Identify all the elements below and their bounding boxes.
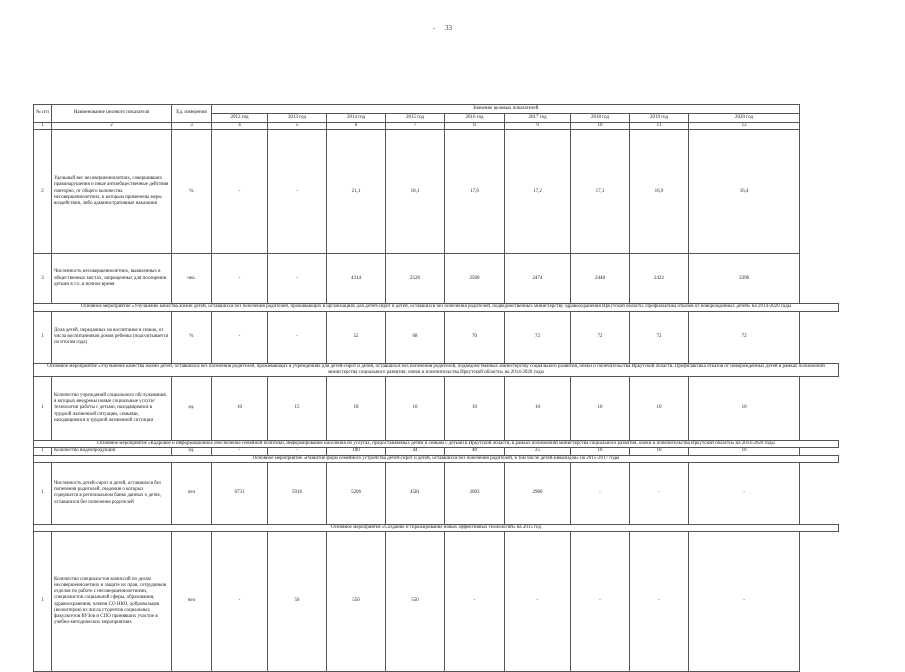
value-cell: 68 xyxy=(386,311,445,363)
value-cell: - xyxy=(212,532,268,672)
value-cell: 17,2 xyxy=(505,130,571,254)
value-cell: 16,4 xyxy=(689,130,800,254)
header-index: 4 xyxy=(212,123,268,130)
section-heading: Основное мероприятие «Развитие форм семейного устройства детей-сирот и детей, оставшихся без попечения родителей, в том числе детей-инвалидов» на 2015-2017 годы xyxy=(34,455,839,462)
value-cell: 18,1 xyxy=(386,130,445,254)
section-heading-row xyxy=(34,441,839,448)
unit-cell: % xyxy=(172,311,212,363)
value-cell: 550 xyxy=(386,532,445,672)
header-group: Значение целевых показателей xyxy=(212,105,800,114)
indicator-name: Количество видеопродукции xyxy=(52,448,172,455)
indicator-row xyxy=(34,462,839,524)
value-cell: - xyxy=(571,462,630,524)
unit-cell: чел xyxy=(172,462,212,524)
value-cell: - xyxy=(630,462,689,524)
value-cell: - xyxy=(212,130,268,254)
value-cell: 10 xyxy=(212,377,268,441)
value-cell: 2448 xyxy=(571,254,630,304)
row-number: 1 xyxy=(34,448,52,455)
value-cell: 5206 xyxy=(327,462,386,524)
header-unit: Ед. измерения xyxy=(172,105,212,123)
value-cell: 10 xyxy=(571,377,630,441)
row-number: 3 xyxy=(34,254,52,304)
indicator-name: Численность несовершеннолетних, выявленных в общественных местах, запрещенных для посещения детьми в т.ч. в ночное время xyxy=(52,254,172,304)
indicator-name: Количество специалистов комиссий по делам несовершеннолетних и защите их прав, сотрудников отделов по работе с несовершеннолетними, специалистов социальной сферы, образования, здравоохранения, членов СО НКО, добровольцев (волонтеров) из числа студентов социальных факультетов ВУЗов и СПО принявших участие в учебно-методических мероприятиях xyxy=(52,532,172,672)
section-heading: Основное мероприятие «Создание и тиражирование новых эффективных технологий» на 2015 год xyxy=(34,524,839,531)
value-cell: - xyxy=(212,311,268,363)
section-heading-row xyxy=(34,455,839,462)
value-cell: 10 xyxy=(630,377,689,441)
value-cell: 2422 xyxy=(630,254,689,304)
section-heading-row xyxy=(34,304,839,311)
header-num: № п/п xyxy=(34,105,52,123)
value-cell: 25 xyxy=(505,448,571,455)
indicator-row xyxy=(34,130,839,254)
value-cell: - xyxy=(630,532,689,672)
value-cell: 5916 xyxy=(268,462,327,524)
value-cell: 10 xyxy=(689,377,800,441)
header-index: 1 xyxy=(34,123,52,130)
header-year: 2017 год xyxy=(505,114,571,123)
row-number: 2 xyxy=(34,130,52,254)
page-number: 33 xyxy=(445,24,452,32)
value-cell: - xyxy=(268,254,327,304)
indicator-row xyxy=(34,377,839,441)
section-heading-row xyxy=(34,524,839,531)
value-cell: 4314 xyxy=(327,254,386,304)
value-cell: 6731 xyxy=(212,462,268,524)
value-cell: - xyxy=(445,532,505,672)
value-cell: - xyxy=(268,130,327,254)
header-year: 2018 год xyxy=(571,114,630,123)
header-index: 11 xyxy=(630,123,689,130)
row-number: 1 xyxy=(34,311,52,363)
value-cell: - xyxy=(571,532,630,672)
value-cell: - xyxy=(689,462,800,524)
header-name: Наименование целевого показателя xyxy=(52,105,172,123)
value-cell: 50 xyxy=(268,532,327,672)
header-year: 2013 год xyxy=(268,114,327,123)
value-cell: 72 xyxy=(571,311,630,363)
header-index: 8 xyxy=(445,123,505,130)
section-heading-row xyxy=(34,363,839,377)
value-cell: 4581 xyxy=(386,462,445,524)
indicator-name: Доля детей, переданных на воспитание в семью, от числа воспитанников домов ребенка (подсчитывается по итогам года) xyxy=(52,311,172,363)
header-year: 2020 год xyxy=(689,114,800,123)
value-cell: 52 xyxy=(327,311,386,363)
section-heading: Основное мероприятие «Кадровое и информационное обеспечение семейной политики, информирование населения об услугах, предоставляемых детям и семьям с детьми в Иркутской области, в рамках полномочий министерства социального развития, опеки и попечительства Иркутской области» на 2014-2020 годы xyxy=(34,441,839,448)
unit-cell: ед. xyxy=(172,377,212,441)
indicator-row xyxy=(34,254,839,304)
value-cell: 40 xyxy=(445,448,505,455)
header-year: 2019 год xyxy=(630,114,689,123)
unit-cell: чел xyxy=(172,532,212,672)
header-index: 3 xyxy=(172,123,212,130)
header-row-top xyxy=(34,105,839,114)
value-cell: 10 xyxy=(386,377,445,441)
unit-cell: % xyxy=(172,130,212,254)
header-index: 12 xyxy=(689,123,800,130)
value-cell: 16 xyxy=(630,448,689,455)
header-index: 6 xyxy=(327,123,386,130)
header-year: 2015 год xyxy=(386,114,445,123)
value-cell: - xyxy=(689,532,800,672)
value-cell: 10 xyxy=(445,377,505,441)
indicator-row xyxy=(34,311,839,363)
row-number: 1 xyxy=(34,377,52,441)
header-index: 9 xyxy=(505,123,571,130)
unit-cell: ед. xyxy=(172,448,212,455)
indicator-name: Количество учреждений социального обслуживания, в которых внедрены новые социальные услуги/технологии работы с детьми, находящимися в трудной жизненной ситуации, семьями, находящимися в трудной жизненной ситуации xyxy=(52,377,172,441)
value-cell: 21,1 xyxy=(327,130,386,254)
value-cell: 16 xyxy=(689,448,800,455)
header-index: 10 xyxy=(571,123,630,130)
value-cell: - xyxy=(268,311,327,363)
value-cell: 17,6 xyxy=(445,130,505,254)
indicator-name: Удельный вес несовершеннолетних, совершивших правонарушения и иные антиобщественные действия повторно, от общего количества несовершеннолетних, к которым применены меры воздействия, либо административные наказания xyxy=(52,130,172,254)
value-cell: 10 xyxy=(505,377,571,441)
value-cell: - xyxy=(268,448,327,455)
value-cell: - xyxy=(212,254,268,304)
value-cell: 72 xyxy=(689,311,800,363)
target-indicators-table xyxy=(33,104,839,672)
page-dash: - xyxy=(433,24,436,32)
indicator-name: Численность детей-сирот и детей, оставшихся без попечения родителей, сведения о которых содержатся в региональном банке данных о детях, оставшихся без попечения родителей xyxy=(52,462,172,524)
header-year: 2016 год xyxy=(445,114,505,123)
header-index-row xyxy=(34,123,839,130)
section-heading: Основное мероприятие «Улучшение качества жизни детей, оставшихся без попечения родителей, проживающих в организациях для детей-сирот и детей, оставшихся без попечения родителей, подведомственных министерству здравоохранения Иркутской области. Профилактика отказов от новорожденных детей» на 2014-2020 годы xyxy=(34,304,839,311)
value-cell: 2500 xyxy=(445,254,505,304)
header-index: 5 xyxy=(268,123,327,130)
row-number: 1 xyxy=(34,462,52,524)
value-cell: 70 xyxy=(445,311,505,363)
value-cell: 2526 xyxy=(386,254,445,304)
header-year: 2014 год xyxy=(327,114,386,123)
value-cell: 15 xyxy=(268,377,327,441)
value-cell: 2474 xyxy=(505,254,571,304)
value-cell: 72 xyxy=(505,311,571,363)
value-cell: 550 xyxy=(327,532,386,672)
header-index: 7 xyxy=(386,123,445,130)
value-cell: 2396 xyxy=(689,254,800,304)
indicator-row xyxy=(34,532,839,672)
value-cell: 2960 xyxy=(505,462,571,524)
value-cell: 16 xyxy=(571,448,630,455)
value-cell: 72 xyxy=(630,311,689,363)
value-cell: 17,1 xyxy=(571,130,630,254)
section-heading: Основное мероприятие «Улучшение качества жизни детей, оставшихся без попечения родителей, проживающих в учреждениях для детей-сирот и детей, оставшихся без попечения родителей, подведомственных министерству социального развития, опеки и попечительства Иркутской области. Профилактика отказов от новорожденных детей в рамках полномочий министерства социального развития, опеки и попечительства Иркутской области» на 2014-2020 годы xyxy=(34,363,839,377)
value-cell: 3003 xyxy=(445,462,505,524)
value-cell: - xyxy=(505,532,571,672)
value-cell: 18 xyxy=(327,377,386,441)
value-cell: - xyxy=(212,448,268,455)
value-cell: 16,9 xyxy=(630,130,689,254)
value-cell: 100 xyxy=(327,448,386,455)
indicator-row xyxy=(34,448,839,455)
row-number: 1 xyxy=(34,532,52,672)
unit-cell: чел. xyxy=(172,254,212,304)
header-index: 2 xyxy=(52,123,172,130)
value-cell: 44 xyxy=(386,448,445,455)
header-year: 2012 год xyxy=(212,114,268,123)
